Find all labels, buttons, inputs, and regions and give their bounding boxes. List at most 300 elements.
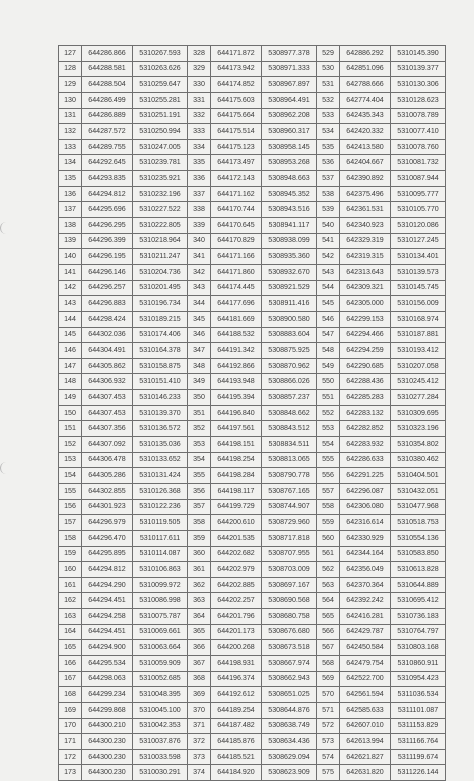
y-coordinate-cell: 5310477.968 xyxy=(391,499,446,515)
x-coordinate-cell: 642390.892 xyxy=(340,171,391,187)
x-coordinate-cell: 644185.876 xyxy=(211,734,262,750)
table-row xyxy=(59,765,446,781)
point-number-cell: 543 xyxy=(317,264,340,280)
point-number-cell: 330 xyxy=(188,77,211,93)
point-number-cell: 152 xyxy=(59,437,82,453)
y-coordinate-cell: 5310432.051 xyxy=(391,483,446,499)
y-coordinate-cell: 5310255.281 xyxy=(133,92,188,108)
y-coordinate-cell: 5310146.233 xyxy=(133,390,188,406)
x-coordinate-cell: 644185.521 xyxy=(211,749,262,765)
point-number-cell: 572 xyxy=(317,718,340,734)
x-coordinate-cell: 644294.812 xyxy=(82,562,133,578)
point-number-cell: 346 xyxy=(188,327,211,343)
point-number-cell: 159 xyxy=(59,546,82,562)
point-number-cell: 154 xyxy=(59,468,82,484)
x-coordinate-cell: 642283.932 xyxy=(340,437,391,453)
x-coordinate-cell: 644296.399 xyxy=(82,233,133,249)
y-coordinate-cell: 5310259.647 xyxy=(133,77,188,93)
x-coordinate-cell: 644172.143 xyxy=(211,171,262,187)
y-coordinate-cell: 5310133.652 xyxy=(133,452,188,468)
y-coordinate-cell: 5310052.685 xyxy=(133,671,188,687)
y-coordinate-cell: 5310201.495 xyxy=(133,280,188,296)
y-coordinate-cell: 5310151.410 xyxy=(133,374,188,390)
x-coordinate-cell: 644188.532 xyxy=(211,327,262,343)
table-row xyxy=(59,452,446,468)
point-number-cell: 130 xyxy=(59,92,82,108)
y-coordinate-cell: 5310145.390 xyxy=(391,46,446,62)
point-number-cell: 153 xyxy=(59,452,82,468)
point-number-cell: 555 xyxy=(317,452,340,468)
y-coordinate-cell: 5310128.623 xyxy=(391,92,446,108)
point-number-cell: 142 xyxy=(59,280,82,296)
x-coordinate-cell: 644200.268 xyxy=(211,640,262,656)
x-coordinate-cell: 644195.394 xyxy=(211,390,262,406)
point-number-cell: 163 xyxy=(59,609,82,625)
x-coordinate-cell: 644305.286 xyxy=(82,468,133,484)
x-coordinate-cell: 644307.453 xyxy=(82,390,133,406)
point-number-cell: 333 xyxy=(188,124,211,140)
x-coordinate-cell: 644296.295 xyxy=(82,218,133,234)
table-row xyxy=(59,108,446,124)
x-coordinate-cell: 642282.852 xyxy=(340,421,391,437)
y-coordinate-cell: 5310130.306 xyxy=(391,77,446,93)
y-coordinate-cell: 5310309.695 xyxy=(391,405,446,421)
x-coordinate-cell: 644299.868 xyxy=(82,702,133,718)
table-row xyxy=(59,327,446,343)
y-coordinate-cell: 5308629.094 xyxy=(262,749,317,765)
point-number-cell: 162 xyxy=(59,593,82,609)
y-coordinate-cell: 5308790.778 xyxy=(262,468,317,484)
x-coordinate-cell: 642313.643 xyxy=(340,264,391,280)
x-coordinate-cell: 644177.696 xyxy=(211,296,262,312)
table-row xyxy=(59,499,446,515)
x-coordinate-cell: 644196.374 xyxy=(211,671,262,687)
table-row xyxy=(59,749,446,765)
x-coordinate-cell: 642294.259 xyxy=(340,343,391,359)
y-coordinate-cell: 5308651.025 xyxy=(262,687,317,703)
y-coordinate-cell: 5308932.670 xyxy=(262,264,317,280)
x-coordinate-cell: 644175.514 xyxy=(211,124,262,140)
point-number-cell: 128 xyxy=(59,61,82,77)
y-coordinate-cell: 5310644.889 xyxy=(391,577,446,593)
point-number-cell: 170 xyxy=(59,718,82,734)
x-coordinate-cell: 642283.132 xyxy=(340,405,391,421)
y-coordinate-cell: 5308971.333 xyxy=(262,61,317,77)
point-number-cell: 360 xyxy=(188,546,211,562)
y-coordinate-cell: 5310105.770 xyxy=(391,202,446,218)
y-coordinate-cell: 5308962.208 xyxy=(262,108,317,124)
y-coordinate-cell: 5310095.777 xyxy=(391,186,446,202)
point-number-cell: 143 xyxy=(59,296,82,312)
y-coordinate-cell: 5310518.753 xyxy=(391,515,446,531)
point-number-cell: 536 xyxy=(317,155,340,171)
point-number-cell: 564 xyxy=(317,593,340,609)
y-coordinate-cell: 5310222.805 xyxy=(133,218,188,234)
y-coordinate-cell: 5310063.664 xyxy=(133,640,188,656)
y-coordinate-cell: 5310059.909 xyxy=(133,655,188,671)
y-coordinate-cell: 5310106.863 xyxy=(133,562,188,578)
y-coordinate-cell: 5308843.512 xyxy=(262,421,317,437)
x-coordinate-cell: 642416.281 xyxy=(340,609,391,625)
y-coordinate-cell: 5308744.907 xyxy=(262,499,317,515)
y-coordinate-cell: 5310131.424 xyxy=(133,468,188,484)
x-coordinate-cell: 644292.645 xyxy=(82,155,133,171)
x-coordinate-cell: 642296.087 xyxy=(340,483,391,499)
x-coordinate-cell: 642435.343 xyxy=(340,108,391,124)
point-number-cell: 553 xyxy=(317,421,340,437)
table-row xyxy=(59,374,446,390)
point-number-cell: 373 xyxy=(188,749,211,765)
table-row xyxy=(59,311,446,327)
table-row xyxy=(59,218,446,234)
table-row xyxy=(59,202,446,218)
point-number-cell: 166 xyxy=(59,655,82,671)
table-row xyxy=(59,421,446,437)
x-coordinate-cell: 644300.230 xyxy=(82,765,133,781)
point-number-cell: 343 xyxy=(188,280,211,296)
y-coordinate-cell: 5308875.925 xyxy=(262,343,317,359)
x-coordinate-cell: 642631.820 xyxy=(340,765,391,781)
x-coordinate-cell: 644300.230 xyxy=(82,734,133,750)
x-coordinate-cell: 642561.594 xyxy=(340,687,391,703)
point-number-cell: 161 xyxy=(59,577,82,593)
x-coordinate-cell: 644296.195 xyxy=(82,249,133,265)
y-coordinate-cell: 5310736.183 xyxy=(391,609,446,625)
y-coordinate-cell: 5308697.167 xyxy=(262,577,317,593)
x-coordinate-cell: 642413.580 xyxy=(340,139,391,155)
y-coordinate-cell: 5310048.395 xyxy=(133,687,188,703)
point-number-cell: 156 xyxy=(59,499,82,515)
y-coordinate-cell: 5310204.736 xyxy=(133,264,188,280)
table-row xyxy=(59,77,446,93)
x-coordinate-cell: 644306.478 xyxy=(82,452,133,468)
y-coordinate-cell: 5308634.436 xyxy=(262,734,317,750)
y-coordinate-cell: 5310030.291 xyxy=(133,765,188,781)
y-coordinate-cell: 5310119.505 xyxy=(133,515,188,531)
y-coordinate-cell: 5310235.921 xyxy=(133,171,188,187)
x-coordinate-cell: 644200.610 xyxy=(211,515,262,531)
y-coordinate-cell: 5308866.026 xyxy=(262,374,317,390)
table-row xyxy=(59,390,446,406)
x-coordinate-cell: 642290.685 xyxy=(340,358,391,374)
point-number-cell: 361 xyxy=(188,562,211,578)
y-coordinate-cell: 5308857.237 xyxy=(262,390,317,406)
x-coordinate-cell: 644293.835 xyxy=(82,171,133,187)
y-coordinate-cell: 5310077.410 xyxy=(391,124,446,140)
y-coordinate-cell: 5310695.412 xyxy=(391,593,446,609)
y-coordinate-cell: 5308967.897 xyxy=(262,77,317,93)
point-number-cell: 558 xyxy=(317,499,340,515)
y-coordinate-cell: 5310267.593 xyxy=(133,46,188,62)
y-coordinate-cell: 5310803.168 xyxy=(391,640,446,656)
y-coordinate-cell: 5308662.943 xyxy=(262,671,317,687)
y-coordinate-cell: 5310117.611 xyxy=(133,530,188,546)
y-coordinate-cell: 5308921.529 xyxy=(262,280,317,296)
x-coordinate-cell: 644175.123 xyxy=(211,139,262,155)
x-coordinate-cell: 642851.096 xyxy=(340,61,391,77)
table-row xyxy=(59,264,446,280)
x-coordinate-cell: 644307.356 xyxy=(82,421,133,437)
point-number-cell: 370 xyxy=(188,702,211,718)
x-coordinate-cell: 644173.497 xyxy=(211,155,262,171)
x-coordinate-cell: 642294.466 xyxy=(340,327,391,343)
table-row xyxy=(59,702,446,718)
point-number-cell: 151 xyxy=(59,421,82,437)
y-coordinate-cell: 5310764.797 xyxy=(391,624,446,640)
point-number-cell: 171 xyxy=(59,734,82,750)
x-coordinate-cell: 644198.254 xyxy=(211,452,262,468)
point-number-cell: 137 xyxy=(59,202,82,218)
x-coordinate-cell: 642288.436 xyxy=(340,374,391,390)
table-row xyxy=(59,640,446,656)
y-coordinate-cell: 5310583.850 xyxy=(391,546,446,562)
y-coordinate-cell: 5308943.516 xyxy=(262,202,317,218)
y-coordinate-cell: 5310218.964 xyxy=(133,233,188,249)
point-number-cell: 132 xyxy=(59,124,82,140)
point-number-cell: 157 xyxy=(59,515,82,531)
y-coordinate-cell: 5308690.568 xyxy=(262,593,317,609)
y-coordinate-cell: 5310174.406 xyxy=(133,327,188,343)
point-number-cell: 575 xyxy=(317,765,340,781)
point-number-cell: 147 xyxy=(59,358,82,374)
y-coordinate-cell: 5310099.972 xyxy=(133,577,188,593)
point-number-cell: 350 xyxy=(188,390,211,406)
x-coordinate-cell: 644294.258 xyxy=(82,609,133,625)
table-row xyxy=(59,139,446,155)
y-coordinate-cell: 5308945.352 xyxy=(262,186,317,202)
table-row xyxy=(59,249,446,265)
x-coordinate-cell: 644175.664 xyxy=(211,108,262,124)
point-number-cell: 534 xyxy=(317,124,340,140)
point-number-cell: 165 xyxy=(59,640,82,656)
y-coordinate-cell: 5310037.876 xyxy=(133,734,188,750)
x-coordinate-cell: 642306.080 xyxy=(340,499,391,515)
y-coordinate-cell: 5310120.086 xyxy=(391,218,446,234)
point-number-cell: 135 xyxy=(59,171,82,187)
x-coordinate-cell: 644198.931 xyxy=(211,655,262,671)
x-coordinate-cell: 642361.531 xyxy=(340,202,391,218)
point-number-cell: 556 xyxy=(317,468,340,484)
point-number-cell: 341 xyxy=(188,249,211,265)
table-row xyxy=(59,562,446,578)
y-coordinate-cell: 5310135.036 xyxy=(133,437,188,453)
point-number-cell: 160 xyxy=(59,562,82,578)
x-coordinate-cell: 642319.315 xyxy=(340,249,391,265)
point-number-cell: 134 xyxy=(59,155,82,171)
table-row xyxy=(59,593,446,609)
x-coordinate-cell: 642344.164 xyxy=(340,546,391,562)
point-number-cell: 535 xyxy=(317,139,340,155)
x-coordinate-cell: 644192.866 xyxy=(211,358,262,374)
y-coordinate-cell: 5308680.758 xyxy=(262,609,317,625)
point-number-cell: 345 xyxy=(188,311,211,327)
point-number-cell: 342 xyxy=(188,264,211,280)
point-number-cell: 337 xyxy=(188,186,211,202)
x-coordinate-cell: 644296.979 xyxy=(82,515,133,531)
y-coordinate-cell: 5310227.522 xyxy=(133,202,188,218)
x-coordinate-cell: 644294.290 xyxy=(82,577,133,593)
point-number-cell: 530 xyxy=(317,61,340,77)
x-coordinate-cell: 644170.744 xyxy=(211,202,262,218)
x-coordinate-cell: 644295.534 xyxy=(82,655,133,671)
y-coordinate-cell: 5308938.099 xyxy=(262,233,317,249)
point-number-cell: 351 xyxy=(188,405,211,421)
point-number-cell: 557 xyxy=(317,483,340,499)
y-coordinate-cell: 5311199.674 xyxy=(391,749,446,765)
point-number-cell: 149 xyxy=(59,390,82,406)
coordinates-table-body xyxy=(59,46,446,781)
y-coordinate-cell: 5308729.960 xyxy=(262,515,317,531)
y-coordinate-cell: 5308707.955 xyxy=(262,546,317,562)
x-coordinate-cell: 644192.612 xyxy=(211,687,262,703)
point-number-cell: 140 xyxy=(59,249,82,265)
x-coordinate-cell: 644171.860 xyxy=(211,264,262,280)
y-coordinate-cell: 5308935.360 xyxy=(262,249,317,265)
x-coordinate-cell: 642285.283 xyxy=(340,390,391,406)
x-coordinate-cell: 644295.696 xyxy=(82,202,133,218)
x-coordinate-cell: 644189.254 xyxy=(211,702,262,718)
x-coordinate-cell: 642404.667 xyxy=(340,155,391,171)
point-number-cell: 548 xyxy=(317,343,340,359)
binder-hole-mark xyxy=(0,222,8,234)
point-number-cell: 144 xyxy=(59,311,82,327)
x-coordinate-cell: 644202.885 xyxy=(211,577,262,593)
x-coordinate-cell: 644301.923 xyxy=(82,499,133,515)
point-number-cell: 546 xyxy=(317,311,340,327)
point-number-cell: 354 xyxy=(188,452,211,468)
x-coordinate-cell: 642329.319 xyxy=(340,233,391,249)
table-row xyxy=(59,280,446,296)
x-coordinate-cell: 644296.470 xyxy=(82,530,133,546)
point-number-cell: 372 xyxy=(188,734,211,750)
table-row xyxy=(59,546,446,562)
x-coordinate-cell: 644289.755 xyxy=(82,139,133,155)
x-coordinate-cell: 644198.284 xyxy=(211,468,262,484)
y-coordinate-cell: 5308848.662 xyxy=(262,405,317,421)
table-row xyxy=(59,61,446,77)
y-coordinate-cell: 5308900.580 xyxy=(262,311,317,327)
x-coordinate-cell: 644288.504 xyxy=(82,77,133,93)
x-coordinate-cell: 642286.633 xyxy=(340,452,391,468)
y-coordinate-cell: 5310613.828 xyxy=(391,562,446,578)
point-number-cell: 554 xyxy=(317,437,340,453)
table-row xyxy=(59,671,446,687)
table-row xyxy=(59,405,446,421)
point-number-cell: 538 xyxy=(317,186,340,202)
table-row xyxy=(59,46,446,62)
x-coordinate-cell: 644296.257 xyxy=(82,280,133,296)
point-number-cell: 145 xyxy=(59,327,82,343)
y-coordinate-cell: 5308644.876 xyxy=(262,702,317,718)
x-coordinate-cell: 644302.855 xyxy=(82,483,133,499)
coordinates-table xyxy=(58,45,446,781)
point-number-cell: 353 xyxy=(188,437,211,453)
y-coordinate-cell: 5310168.974 xyxy=(391,311,446,327)
point-number-cell: 371 xyxy=(188,718,211,734)
point-number-cell: 352 xyxy=(188,421,211,437)
x-coordinate-cell: 644307.092 xyxy=(82,437,133,453)
point-number-cell: 329 xyxy=(188,61,211,77)
table-row xyxy=(59,687,446,703)
y-coordinate-cell: 5308667.974 xyxy=(262,655,317,671)
y-coordinate-cell: 5310139.573 xyxy=(391,264,446,280)
x-coordinate-cell: 644287.572 xyxy=(82,124,133,140)
y-coordinate-cell: 5311226.144 xyxy=(391,765,446,781)
y-coordinate-cell: 5310239.781 xyxy=(133,155,188,171)
x-coordinate-cell: 642613.994 xyxy=(340,734,391,750)
x-coordinate-cell: 644300.210 xyxy=(82,718,133,734)
x-coordinate-cell: 642316.614 xyxy=(340,515,391,531)
point-number-cell: 529 xyxy=(317,46,340,62)
x-coordinate-cell: 644171.162 xyxy=(211,186,262,202)
table-row xyxy=(59,577,446,593)
y-coordinate-cell: 5310069.661 xyxy=(133,624,188,640)
table-row xyxy=(59,92,446,108)
y-coordinate-cell: 5311153.829 xyxy=(391,718,446,734)
x-coordinate-cell: 644298.424 xyxy=(82,311,133,327)
point-number-cell: 133 xyxy=(59,139,82,155)
x-coordinate-cell: 642356.049 xyxy=(340,562,391,578)
x-coordinate-cell: 642305.000 xyxy=(340,296,391,312)
y-coordinate-cell: 5310277.284 xyxy=(391,390,446,406)
y-coordinate-cell: 5310380.462 xyxy=(391,452,446,468)
point-number-cell: 366 xyxy=(188,640,211,656)
y-coordinate-cell: 5310078.760 xyxy=(391,139,446,155)
y-coordinate-cell: 5310081.732 xyxy=(391,155,446,171)
point-number-cell: 561 xyxy=(317,546,340,562)
x-coordinate-cell: 644296.883 xyxy=(82,296,133,312)
y-coordinate-cell: 5310114.087 xyxy=(133,546,188,562)
x-coordinate-cell: 644198.117 xyxy=(211,483,262,499)
x-coordinate-cell: 644171.166 xyxy=(211,249,262,265)
y-coordinate-cell: 5308883.604 xyxy=(262,327,317,343)
table-row xyxy=(59,343,446,359)
x-coordinate-cell: 642340.923 xyxy=(340,218,391,234)
x-coordinate-cell: 644170.645 xyxy=(211,218,262,234)
x-coordinate-cell: 644294.812 xyxy=(82,186,133,202)
point-number-cell: 148 xyxy=(59,374,82,390)
x-coordinate-cell: 642309.321 xyxy=(340,280,391,296)
x-coordinate-cell: 644294.451 xyxy=(82,593,133,609)
point-number-cell: 136 xyxy=(59,186,82,202)
x-coordinate-cell: 644296.146 xyxy=(82,264,133,280)
y-coordinate-cell: 5310323.196 xyxy=(391,421,446,437)
y-coordinate-cell: 5310554.136 xyxy=(391,530,446,546)
table-row xyxy=(59,124,446,140)
point-number-cell: 570 xyxy=(317,687,340,703)
y-coordinate-cell: 5310193.412 xyxy=(391,343,446,359)
y-coordinate-cell: 5310045.100 xyxy=(133,702,188,718)
y-coordinate-cell: 5310075.787 xyxy=(133,609,188,625)
x-coordinate-cell: 642621.827 xyxy=(340,749,391,765)
x-coordinate-cell: 644202.682 xyxy=(211,546,262,562)
x-coordinate-cell: 644304.491 xyxy=(82,343,133,359)
y-coordinate-cell: 5310087.944 xyxy=(391,171,446,187)
point-number-cell: 357 xyxy=(188,499,211,515)
y-coordinate-cell: 5310250.994 xyxy=(133,124,188,140)
point-number-cell: 331 xyxy=(188,92,211,108)
x-coordinate-cell: 644202.979 xyxy=(211,562,262,578)
point-number-cell: 164 xyxy=(59,624,82,640)
point-number-cell: 362 xyxy=(188,577,211,593)
y-coordinate-cell: 5308960.317 xyxy=(262,124,317,140)
y-coordinate-cell: 5308834.511 xyxy=(262,437,317,453)
x-coordinate-cell: 644286.866 xyxy=(82,46,133,62)
x-coordinate-cell: 644187.482 xyxy=(211,718,262,734)
x-coordinate-cell: 642585.633 xyxy=(340,702,391,718)
y-coordinate-cell: 5310145.745 xyxy=(391,280,446,296)
x-coordinate-cell: 644184.920 xyxy=(211,765,262,781)
